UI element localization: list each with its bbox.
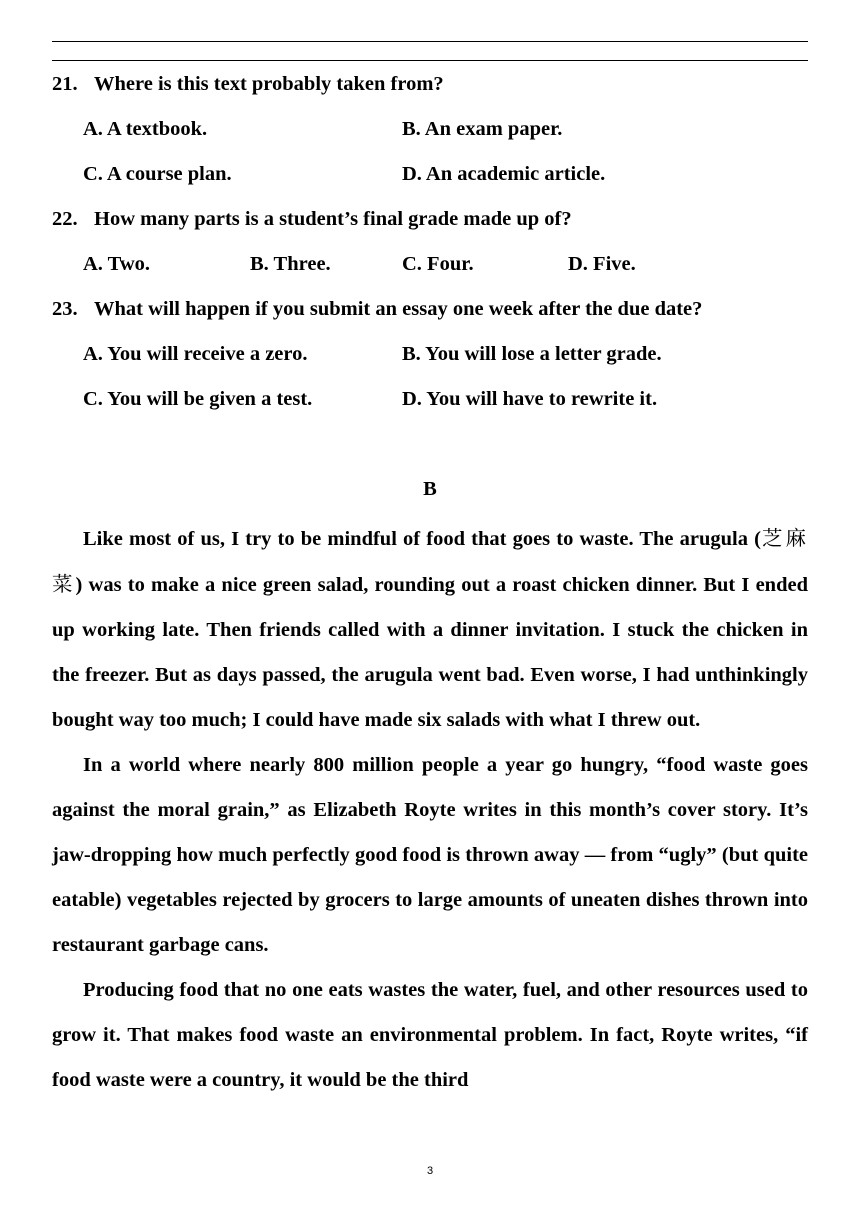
option-a: A. You will receive a zero. — [83, 343, 308, 365]
question-23 — [52, 291, 808, 336]
option-c: C. You will be given a test. — [83, 388, 313, 410]
section-title: B — [423, 478, 437, 500]
chinese-gloss: 芝麻菜 — [52, 526, 808, 596]
options-row — [52, 156, 808, 201]
option-a: A. Two. — [83, 253, 151, 275]
question-text: How many parts is a student’s final grade made up of? — [94, 208, 572, 230]
option-c: C. Four. — [402, 253, 474, 275]
options-row — [52, 246, 808, 291]
question-21 — [52, 66, 808, 111]
option-b: B. Three. — [250, 253, 331, 275]
options-row — [52, 381, 808, 426]
options-row — [52, 336, 808, 381]
page-number: 3 — [426, 1165, 434, 1177]
options-row — [52, 111, 808, 156]
option-d: D. You will have to rewrite it. — [402, 388, 658, 410]
question-number: 21. — [52, 73, 78, 95]
option-b: B. You will lose a letter grade. — [402, 343, 662, 365]
option-c: C. A course plan. — [83, 163, 232, 185]
spacer — [52, 426, 808, 471]
question-text: What will happen if you submit an essay one week after the due date? — [94, 298, 703, 320]
question-text: Where is this text probably taken from? — [94, 73, 444, 95]
question-number: 23. — [52, 298, 78, 320]
option-d: D. Five. — [568, 253, 636, 275]
passage-paragraph-1 — [52, 516, 808, 743]
passage-paragraph-3: Producing food that no one eats wastes the water, fuel, and other resources used to grow it. That makes food waste an environmental problem. In fact, Royte writes, “if food waste were a country, it would be the third — [52, 979, 808, 1091]
paragraph-text: ) was to make a nice green salad, rounding out a roast chicken dinner. But I ended up working late. Then friends called with a dinner invitation. I stuck the chicken in the freezer. But as days passed, the arugula went bad. Even worse, I had unthinkingly bought way too much; I could have made six salads with what I threw out. — [52, 574, 808, 731]
header-rule-top — [52, 41, 808, 42]
header-rule-bottom — [52, 60, 808, 61]
question-number: 22. — [52, 208, 78, 230]
page-content — [52, 66, 808, 1103]
question-22 — [52, 201, 808, 246]
paragraph-text: Like most of us, I try to be mindful of food that goes to waste. The arugula ( — [83, 528, 761, 550]
passage-paragraph-2: In a world where nearly 800 million people a year go hungry, “food waste goes against the moral grain,” as Elizabeth Royte writes in this month’s cover story. It’s jaw-dropping how much perfectly good food is thrown away — from “ugly” (but quite eatable) vegetables rejected by grocers to large amounts of uneaten dishes thrown into restaurant garbage cans. — [52, 754, 808, 956]
option-a: A. A textbook. — [83, 118, 208, 140]
option-b: B. An exam paper. — [402, 118, 563, 140]
option-d: D. An academic article. — [402, 163, 606, 185]
